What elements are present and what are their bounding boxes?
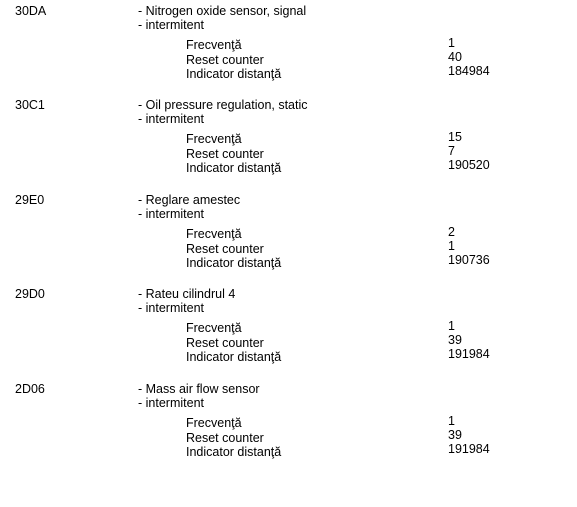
reset-counter-value: 40 bbox=[448, 50, 462, 64]
fault-entry bbox=[0, 94, 577, 184]
fault-code: 30DA bbox=[15, 4, 47, 18]
distance-indicator-label: Indicator distanţă bbox=[186, 256, 282, 270]
fault-status: - intermitent bbox=[138, 112, 204, 126]
fault-code: 29D0 bbox=[15, 287, 45, 301]
fault-description: - Oil pressure regulation, static bbox=[138, 98, 308, 112]
reset-counter-label: Reset counter bbox=[186, 431, 264, 445]
reset-counter-label: Reset counter bbox=[186, 242, 264, 256]
distance-indicator-value: 190736 bbox=[448, 253, 490, 267]
fault-status: - intermitent bbox=[138, 207, 204, 221]
frequency-value: 1 bbox=[448, 414, 455, 428]
fault-code: 2D06 bbox=[15, 382, 45, 396]
frequency-label: Frecvenţă bbox=[186, 132, 242, 146]
distance-indicator-label: Indicator distanţă bbox=[186, 350, 282, 364]
frequency-label: Frecvenţă bbox=[186, 38, 242, 52]
fault-description: - Reglare amestec bbox=[138, 193, 241, 207]
fault-entry bbox=[0, 189, 577, 279]
fault-status: - intermitent bbox=[138, 301, 204, 315]
fault-code: 29E0 bbox=[15, 193, 45, 207]
distance-indicator-value: 190520 bbox=[448, 158, 490, 172]
distance-indicator-value: 191984 bbox=[448, 442, 490, 456]
reset-counter-value: 1 bbox=[448, 239, 455, 253]
frequency-label: Frecvenţă bbox=[186, 321, 242, 335]
frequency-value: 1 bbox=[448, 319, 455, 333]
reset-counter-label: Reset counter bbox=[186, 53, 264, 67]
fault-entry bbox=[0, 283, 577, 373]
fault-description: - Rateu cilindrul 4 bbox=[138, 287, 236, 301]
fault-description: - Nitrogen oxide sensor, signal bbox=[138, 4, 307, 18]
reset-counter-value: 39 bbox=[448, 428, 462, 442]
distance-indicator-value: 191984 bbox=[448, 347, 490, 361]
distance-indicator-label: Indicator distanţă bbox=[186, 161, 282, 175]
frequency-label: Frecvenţă bbox=[186, 227, 242, 241]
fault-status: - intermitent bbox=[138, 18, 204, 32]
reset-counter-value: 7 bbox=[448, 144, 455, 158]
distance-indicator-value: 184984 bbox=[448, 64, 490, 78]
fault-description: - Mass air flow sensor bbox=[138, 382, 260, 396]
frequency-label: Frecvenţă bbox=[186, 416, 242, 430]
fault-code: 30C1 bbox=[15, 98, 45, 112]
frequency-value: 15 bbox=[448, 130, 462, 144]
fault-entry bbox=[0, 378, 577, 468]
fault-status: - intermitent bbox=[138, 396, 204, 410]
distance-indicator-label: Indicator distanţă bbox=[186, 445, 282, 459]
fault-entry bbox=[0, 0, 577, 90]
reset-counter-value: 39 bbox=[448, 333, 462, 347]
reset-counter-label: Reset counter bbox=[186, 336, 264, 350]
reset-counter-label: Reset counter bbox=[186, 147, 264, 161]
frequency-value: 2 bbox=[448, 225, 455, 239]
frequency-value: 1 bbox=[448, 36, 455, 50]
distance-indicator-label: Indicator distanţă bbox=[186, 67, 282, 81]
